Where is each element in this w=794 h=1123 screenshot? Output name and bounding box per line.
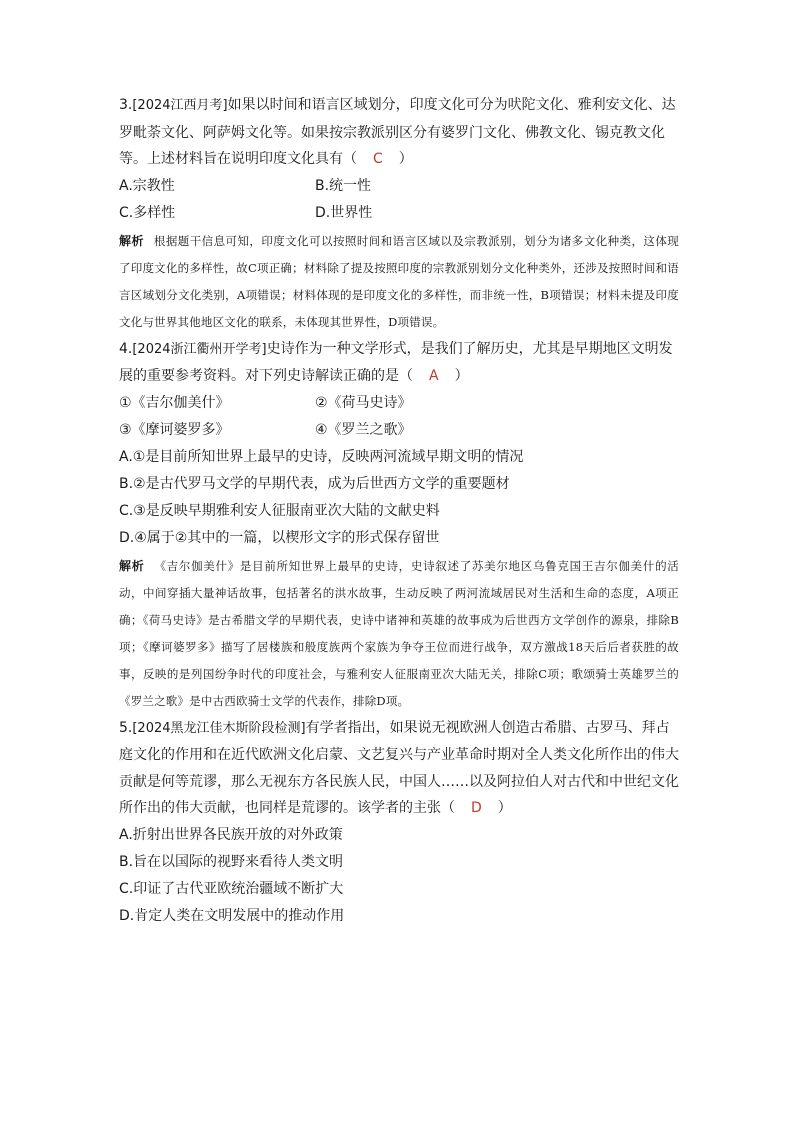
- question-text: 有学者指出，如果说无视欧洲人创造古希腊、古罗马、拜占庭文化的作用和在近代欧洲文化启蒙、文艺复兴与产业革命时期对全人类文化所作出的伟大贡献是何等荒谬，那么无视东方各民族人民，中国人……以及阿拉伯人对古代和中世纪文化所作出的伟大贡献，也同样是荒谬的。该学者的主张（: [119, 719, 679, 816]
- explanation-label: 解析: [119, 558, 145, 573]
- explanation-text: 根据题干信息可知，印度文化可以按照时间和语言区域以及宗教派别，划分为诸多文化种类，这体现了印度文化的多样性，故C项正确；材料除了提及按照印度的宗教派别划分文化种类外，还涉及按照时间和语言区域划分文化类别，A项错误；材料体现的是印度文化的多样性，而非统一性，B项错误；材料未提及印度文化与世界其他地区文化的联系，未体现其世界性，D项错误。: [119, 233, 680, 329]
- question-source: [2024浙江衢州开学考]: [132, 341, 267, 357]
- option-b: B.统一性: [315, 177, 372, 194]
- options-row: [119, 200, 679, 227]
- option-a: A.宗教性: [119, 177, 175, 194]
- option-b: B.旨在以国际的视野来看待人类文明: [119, 853, 344, 870]
- option-c: C.③是反映早期雅利安人征服南亚次大陆的文献史料: [119, 502, 440, 519]
- question-text-end: ）: [497, 800, 512, 816]
- item-1: ①《吉尔伽美什》: [119, 394, 230, 411]
- question-3-stem: [119, 92, 679, 173]
- question-text: 史诗作为一种文学形式，是我们了解历史，尤其是早期地区文明发展的重要参考资料。对下列史诗解读正确的是（: [119, 340, 673, 384]
- question-5-stem: [119, 715, 679, 822]
- question-number: 3.: [119, 97, 133, 113]
- answer-letter: D: [471, 800, 482, 816]
- items-row: [119, 390, 679, 417]
- option-d: D.世界性: [315, 204, 373, 221]
- question-4-stem: [119, 336, 679, 390]
- items-row: [119, 417, 679, 444]
- explanation-label: 解析: [119, 233, 144, 248]
- question-number: 4.: [119, 340, 133, 357]
- question-text-end: ）: [398, 151, 413, 167]
- explanation: [119, 553, 679, 715]
- options-row: [119, 173, 679, 200]
- answer-letter: C: [373, 151, 383, 167]
- item-3: ③《摩诃婆罗多》: [119, 421, 230, 438]
- answer-letter: A: [429, 368, 439, 384]
- question-source: [2024黑龙江佳木斯阶段检测]: [132, 720, 306, 736]
- item-2: ②《荷马史诗》: [315, 394, 412, 411]
- question-4: [119, 336, 679, 715]
- option-d: D.④属于②其中的一篇，以楔形文字的形式保存留世: [119, 529, 440, 546]
- item-4: ④《罗兰之歌》: [315, 421, 412, 438]
- question-source: [2024江西月考]: [132, 98, 228, 113]
- option-c: C.多样性: [119, 204, 176, 221]
- explanation-text: 《吉尔伽美什》是目前所知世界上最早的史诗，史诗叙述了苏美尔地区乌鲁克国王吉尔伽美什的活动，中间穿插大量神话故事，包括著名的洪水故事，生动反映了两河流域居民对生活和生命的态度，A项正确；《荷马史诗》是古希腊文学的早期代表，史诗中诸神和英雄的故事成为后世西方文学创作的源泉，排除B项；《摩诃婆罗多》描写了居楼族和般度族两个家族为争夺王位而进行战争，双方激战18天后后者获胜的故事，反映的是列国纷争时代的印度社会，与雅利安人征服南亚次大陆无关，排除C项；歌颂骑士英雄罗兰的《罗兰之歌》是中古西欧骑士文学的代表作，排除D项。: [119, 558, 679, 708]
- explanation: [119, 228, 679, 336]
- question-3: [119, 92, 679, 336]
- question-text: 如果以时间和语言区域划分，印度文化可分为吠陀文化、雅利安文化、达罗毗荼文化、阿萨姆文化等。如果按宗教派别区分有婆罗门文化、佛教文化、锡克教文化等。上述材料旨在说明印度文化具有（: [119, 97, 676, 167]
- option-b: B.②是古代罗马文学的早期代表，成为后世西方文学的重要题材: [119, 475, 510, 492]
- question-text-end: ）: [454, 368, 469, 384]
- question-number: 5.: [119, 719, 133, 736]
- question-list: [119, 92, 679, 930]
- question-5: [119, 715, 679, 930]
- option-c: C.印证了古代亚欧统治疆域不断扩大: [119, 880, 344, 897]
- option-d: D.肯定人类在文明发展中的推动作用: [119, 907, 345, 924]
- option-a: A.折射出世界各民族开放的对外政策: [119, 826, 343, 843]
- option-a: A.①是目前所知世界上最早的史诗，反映两河流域早期文明的情况: [119, 448, 524, 465]
